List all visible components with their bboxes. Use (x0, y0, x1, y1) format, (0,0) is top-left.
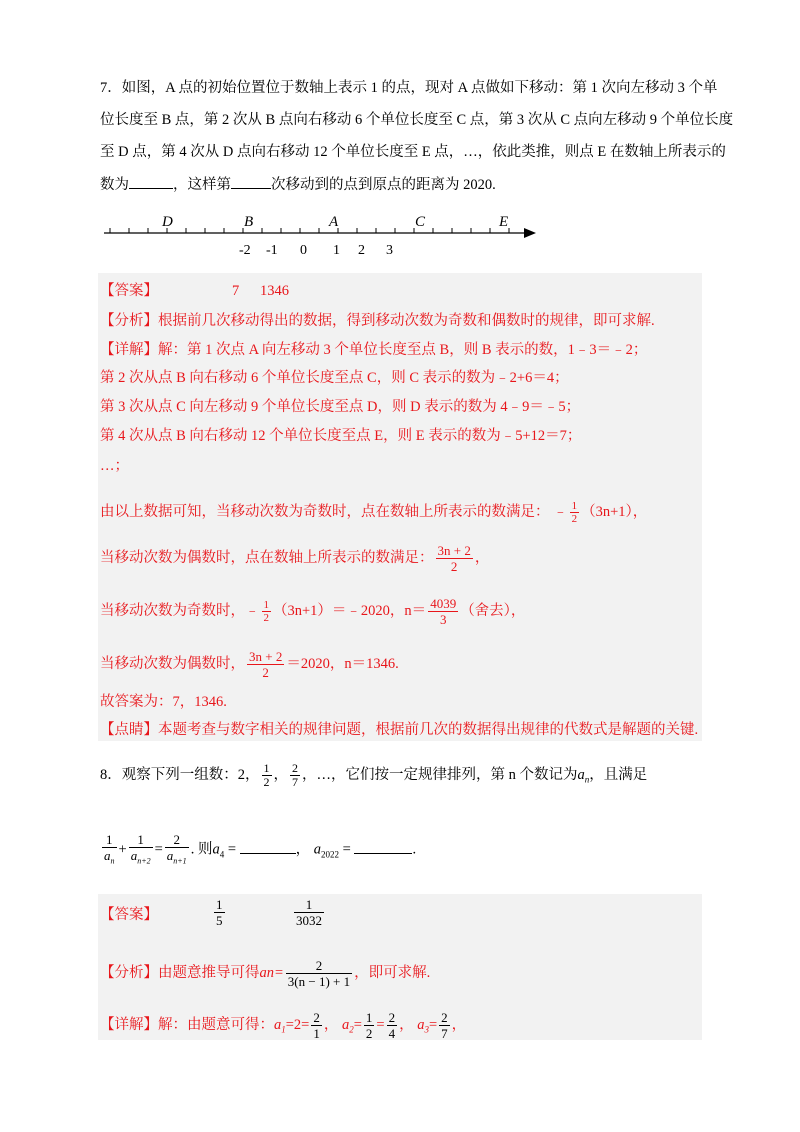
q8-detail-f3 (439, 1010, 450, 1041)
q8-fraction-1 (262, 762, 272, 789)
q8-eq-d2 (129, 847, 153, 869)
q7-odd-rule (100, 500, 647, 525)
point-label-c: C (415, 214, 426, 230)
q7-detail-4: 第 4 次从点 B 向右移动 12 个单位长度至点 E，则 E 表示的数为﹣5+12＝7； (100, 428, 582, 444)
q8-ans1-num: 1 (216, 897, 223, 912)
q7-conclusion: 故答案为：7，1346. (100, 694, 227, 710)
number-line-arrow (524, 228, 536, 238)
even-rule-tail: ， (474, 549, 490, 566)
q8-detail-f2b (387, 1010, 398, 1041)
q8-detail: 【详解】解：由题意可得：$a_1=2=$ $\frac{2}{1}$ ， $a_2=$ $\frac{1}{2}$ = $\frac{2}{4}$ ， $a_3=$ $\frac{2}{7}$ ， (100, 1010, 467, 1041)
half-fraction (570, 500, 580, 525)
tick-label-2: 2 (358, 243, 365, 258)
point-label-d: D (162, 214, 173, 230)
odd-rule-neg: ﹣ (553, 503, 568, 520)
q8-detail-a3-sub: 3 (424, 1024, 429, 1035)
q7-analysis: 【分析】根据前几次移动得出的数据，得到移动次数为奇数和偶数时的规律，即可求解. (100, 313, 655, 329)
even-rule-num: 3n + 2 (437, 543, 471, 558)
answer-blank-a2022 (354, 839, 412, 854)
q8-analysis-an: an= (259, 964, 284, 981)
tick-label-neg1: -1 (266, 243, 278, 258)
q7-line-4-prefix: 数为 (100, 177, 129, 193)
odd-case-half (262, 599, 272, 624)
answer-blank-2 (231, 174, 271, 189)
q8-detail-a2-sub: 2 (349, 1024, 354, 1035)
q7-line-4-mid: ，这样第 (173, 177, 231, 193)
point-label-b: B (244, 214, 254, 230)
q8-a4: a (212, 841, 220, 858)
q8-eq-term-2 (129, 832, 153, 869)
q7-even-rule (100, 543, 489, 574)
q8-detail-f1-den: 1 (313, 1026, 320, 1041)
even-rule-den: 2 (436, 558, 473, 574)
point-label-e: E (499, 214, 509, 230)
q8-detail-f3-den: 7 (441, 1026, 448, 1041)
even-case-num: 3n + 2 (249, 649, 283, 664)
q8-an-sub: n (584, 774, 590, 785)
even-case-den: 2 (247, 664, 284, 680)
even-case-fraction (247, 649, 284, 680)
q8-a4-sub: 4 (219, 849, 225, 860)
q8-answer-1-fraction (214, 897, 225, 928)
q8-eq-d3-a: a (166, 848, 174, 863)
q8-answer-2-fraction (294, 897, 324, 928)
q8-detail-f1-num: 2 (313, 1010, 320, 1025)
q8-an: a (577, 766, 585, 783)
q8-detail-a1: a (274, 1016, 282, 1033)
q8-eq-term-3 (165, 832, 189, 869)
q8-ans1-den: 5 (216, 913, 223, 928)
q7-line-2: 位长度至 B 点，第 2 次从 B 点向右移动 6 个单位长度至 C 点，第 3 次从 C 点向左移动 9 个单位长度 (100, 112, 734, 128)
answer-value-1: 7 (232, 283, 240, 299)
q8-analysis-prefix: 【分析】由题意推导可得 (100, 964, 260, 981)
q8-analysis (100, 958, 430, 989)
q8-analysis-fraction (286, 958, 352, 989)
half-den: 2 (571, 513, 578, 525)
q8-eq-d1 (102, 847, 117, 869)
q7-line-4 (100, 174, 496, 195)
even-rule-text: 当移动次数为偶数时，点在数轴上所表示的数满足： (100, 549, 434, 566)
tick-label-1: 1 (333, 243, 340, 258)
q8-ans2-den: 3032 (296, 913, 322, 928)
odd-case-fraction (428, 596, 458, 627)
odd-case-den: 3 (428, 611, 458, 627)
q8-detail-a2: a (341, 1016, 350, 1033)
q8-ans2-num: 1 (305, 897, 313, 912)
answer-blank-a4 (240, 839, 296, 854)
q8-eq-n2: 1 (137, 832, 144, 847)
q8-answer-tag: 【答案】 (100, 907, 158, 923)
even-case-tail: ＝2020，n＝1346. (286, 655, 399, 672)
q8-f2-den: 7 (292, 775, 298, 789)
q7-detail-1: 【详解】解：第 1 次点 A 向左移动 3 个单位长度至点 B，则 B 表示的数，1﹣3＝﹣2； (100, 342, 648, 358)
q8-answer-2 (292, 897, 326, 928)
q8-answer-line (100, 905, 158, 925)
q8-a2022-sub: 2022 (321, 849, 339, 860)
odd-case-half-num: 1 (263, 599, 269, 611)
even-case-text: 当移动次数为偶数时， (100, 655, 245, 672)
q8-eq-d3 (165, 847, 189, 869)
tick-label-3: 3 (386, 243, 393, 258)
q8-line-1: 8．观察下列一组数：2， $\frac{1}{2}$ ， $\frac{2}{7}$ ，…，它们按一定规律排列，第 n 个数记为$a_n$，且满足 (100, 761, 648, 789)
q8-detail-f2-den: 2 (365, 1026, 373, 1041)
q8-eq-d2-sub: n+2 (137, 856, 151, 866)
q8-detail-f3-num: 2 (441, 1010, 448, 1025)
q8-eq-d2-a: a (130, 848, 138, 863)
q8-detail-f2-num: 1 (365, 1010, 373, 1025)
q7-line-4-tail: 次移动到的点到原点的距离为 2020. (271, 177, 496, 193)
q8-detail-a1-sub: 1 (281, 1024, 286, 1035)
odd-case-mid: （3n+1）＝﹣2020，n＝ (273, 602, 427, 619)
q7-even-case (100, 649, 399, 680)
q8-eq-term-1 (102, 832, 117, 869)
q8-analysis-num: 2 (315, 958, 323, 973)
tick-label-0: 0 (300, 243, 307, 258)
q8-f1-num: 1 (263, 761, 270, 775)
q8-line-1-tail: ，且满足 (589, 766, 648, 783)
odd-rule-tail: （3n+1）， (581, 503, 648, 520)
q8-answer-1 (212, 897, 227, 928)
answer-tag: 【答案】 (100, 283, 158, 299)
q8-eq-n1: 1 (106, 832, 113, 847)
odd-case-text: 当移动次数为奇数时， (100, 602, 245, 619)
q8-fraction-2 (290, 762, 300, 789)
odd-case-half-den: 2 (263, 612, 269, 624)
q7-answer-line (100, 281, 289, 301)
q7-detail-3: 第 3 次从点 C 向左移动 9 个单位长度至点 D，则 D 表示的数为 4﹣9＝﹣5； (100, 399, 581, 415)
q8-then: . 则 (190, 841, 213, 858)
q8-detail-f2b-den: 4 (388, 1026, 396, 1041)
q8-analysis-den: 3(n − 1) + 1 (287, 974, 351, 989)
q8-detail-a3: a (417, 1016, 425, 1033)
q7-odd-case (100, 596, 525, 627)
point-label-a: A (329, 214, 339, 230)
q8-f1-den: 2 (263, 775, 270, 789)
q7-detail-5: …； (100, 458, 129, 474)
q8-eq-d1-sub: n (110, 856, 115, 866)
answer-blank-1 (129, 174, 173, 189)
q8-eq-n3: 2 (173, 832, 180, 847)
q8-eq-d1-a: a (104, 848, 111, 863)
tick-label-neg2: -2 (239, 243, 251, 258)
odd-case-tail: （舍去）， (460, 602, 526, 619)
q7-detail-2: 第 2 次从点 B 向右移动 6 个单位长度至点 C，则 C 表示的数为﹣2+6＝4； (100, 370, 569, 386)
q8-detail-f2b-num: 2 (388, 1010, 396, 1025)
half-num: 1 (571, 500, 578, 512)
odd-case-num: 4039 (430, 596, 457, 611)
q8-detail-f2 (364, 1010, 375, 1041)
q8-f2-num: 2 (292, 761, 298, 775)
q7-comment: 【点睛】本题考查与数字相关的规律问题，根据前几次的数据得出规律的代数式是解题的关键. (100, 722, 699, 738)
odd-rule-text: 由以上数据可知，当移动次数为奇数时，点在数轴上所表示的数满足： (100, 503, 550, 520)
q7-line-1: 7．如图，A 点的初始位置位于数轴上表示 1 的点，现对 A 点做如下移动：第 1 次向左移动 3 个单 (100, 80, 718, 96)
q8-line-1-prefix: 8．观察下列一组数：2， (100, 766, 260, 783)
q8-line-1-mid: ，…，它们按一定规律排列，第 n 个数记为 (302, 766, 578, 783)
q8-a2022: a (313, 841, 321, 858)
even-rule-fraction (436, 543, 473, 574)
number-line-figure (100, 206, 540, 264)
q7-line-3: 至 D 点，第 4 次从 D 点向右移动 12 个单位长度至 E 点，…，依此类推，则点 E 在数轴上所表示的 (100, 144, 726, 160)
q8-eq-d3-sub: n+1 (173, 856, 187, 866)
q8-detail-prefix: 【详解】解：由题意可得： (100, 1016, 274, 1033)
q8-detail-f1 (311, 1010, 322, 1041)
odd-case-neg: ﹣ (245, 602, 260, 619)
q8-analysis-tail: ，即可求解. (354, 964, 431, 981)
answer-value-2: 1346 (260, 283, 289, 299)
q8-detail-eq1: =2= (285, 1016, 310, 1033)
q8-equation: $\frac{1}{a_n}$ + $\frac{1}{a_{n+2}}$ = $\frac{2}{a_{n+1}}$ . 则$a_4$ = ， $a_{2022}$ = . (100, 832, 416, 869)
